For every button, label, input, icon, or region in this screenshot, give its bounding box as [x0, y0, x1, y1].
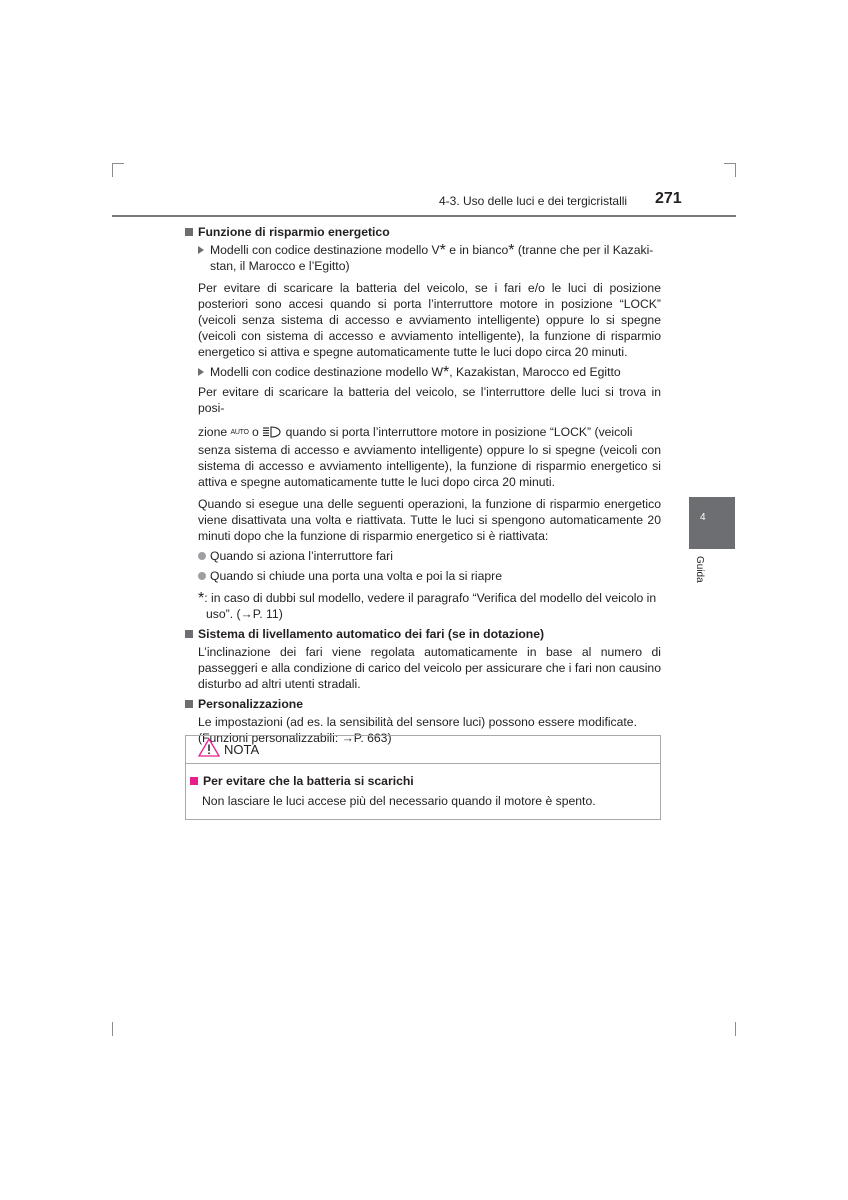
personalization-paragraph: Le impostazioni (ad es. la sensibilità del sensore luci) possono essere modificate. (Funzioni personalizzabili: →P. 663): [198, 715, 637, 745]
note-box: [185, 735, 661, 820]
crop-mark-top-left-v: [112, 163, 113, 177]
list-item: Quando si chiude una porta una volta e poi la si riapre: [198, 568, 661, 584]
model-v-block: [198, 242, 661, 274]
circle-bullet-icon: [198, 572, 206, 580]
warning-triangle-icon: [198, 738, 220, 762]
asterisk-mark: *: [198, 590, 205, 607]
square-bullet-icon: [185, 700, 193, 708]
energy-saving-paragraph-2-line1: Per evitare di scaricare la batteria del veicolo, se l’interruttore delle luci si trova in posi-: [198, 385, 661, 415]
note-body: [186, 764, 660, 809]
square-bullet-icon: [185, 228, 193, 236]
auto-light-switch-icon: AUTO: [230, 429, 249, 436]
energy-saving-paragraph-3: Quando si esegue una delle seguenti operazioni, la funzione di risparmio energetico viene disattivata una volta e riattivata. Tutte le luci si spengono automaticamente 20 minuti dopo che la funzione di risparmio energetico si è riattivata:: [198, 497, 661, 543]
chapter-label: Guida: [694, 556, 705, 583]
section-heading-energy-saving: Funzione di risparmio energetico: [185, 224, 661, 240]
page-number: 271: [655, 190, 682, 207]
energy-saving-paragraph-2-line2: zione AUTO o quando si porta l’interruttore motore in posizione “LOCK” (veicoli: [198, 424, 661, 442]
square-bullet-icon: [190, 777, 198, 785]
crop-mark-top-left-h: [112, 163, 124, 164]
asterisk-mark: *: [508, 242, 515, 259]
footnote: *: in caso di dubbi sul modello, vedere il paragrafo “Verifica del modello del veicolo in uso”. (→P. 11): [198, 590, 657, 621]
section-heading-personalization: Personalizzazione: [185, 696, 661, 712]
model-v-line: Modelli con codice destinazione modello V* e in bianco* (tranne che per il Kazaki-: [198, 242, 661, 258]
chapter-tab: [689, 497, 735, 549]
asterisk-mark: *: [439, 242, 446, 259]
crop-mark-top-right-v: [735, 163, 736, 177]
energy-saving-paragraph-2-cont: senza sistema di accesso e avviamento intelligente) oppure lo si spegne (veicoli con sistema di accesso e avviamento intelligente), la funzione di risparmio energetico si attiva e spegne automaticamente tutte le luci dopo circa 20 minuti.: [198, 443, 661, 489]
main-content: [185, 224, 661, 746]
list-item: Quando si aziona l’interruttore fari: [198, 548, 661, 564]
crop-mark-bottom-right: [735, 1022, 736, 1036]
energy-saving-paragraph-1: Per evitare di scaricare la batteria del veicolo, se i fari e/o le luci di posizione posteriori sono accesi quando si porta l’interruttore motore in posizione “LOCK” (veicoli senza sistema di accesso e avviamento intelligente) oppure lo si spegne (veicoli con sistema di accesso e avviamento intelligente), la funzione di risparmio energetico si attiva e spegne automaticamente tutte le luci dopo circa 20 minuti.: [198, 281, 661, 359]
leveling-paragraph: L’inclinazione dei fari viene regolata automaticamente in base al numero di passeggeri e alla condizione di carico del veicolo per assicurare che i fari non causino disturbo ad altri utenti stradali.: [198, 645, 661, 691]
crop-mark-bottom-left: [112, 1022, 113, 1036]
note-label: NOTA: [224, 742, 260, 757]
triangle-bullet-icon: [198, 246, 204, 254]
header-rule: [112, 215, 736, 217]
chapter-number: 4: [700, 512, 706, 523]
asterisk-mark: *: [443, 364, 450, 381]
circle-bullet-icon: [198, 552, 206, 560]
note-heading: Per evitare che la batteria si scarichi: [190, 773, 660, 789]
note-text: Non lasciare le luci accese più del necessario quando il motore è spento.: [202, 794, 596, 808]
running-header-title: 4-3. Uso delle luci e dei tergicristalli: [439, 194, 628, 208]
square-bullet-icon: [185, 630, 193, 638]
section-heading-leveling: Sistema di livellamento automatico dei fari (se in dotazione): [185, 626, 661, 642]
triangle-bullet-icon: [198, 368, 204, 376]
note-header: [186, 736, 660, 764]
headlight-icon: [262, 426, 282, 442]
model-w-line: Modelli con codice destinazione modello W*, Kazakistan, Marocco ed Egitto: [198, 364, 661, 380]
model-v-line2: stan, il Marocco e l’Egitto): [210, 259, 350, 273]
